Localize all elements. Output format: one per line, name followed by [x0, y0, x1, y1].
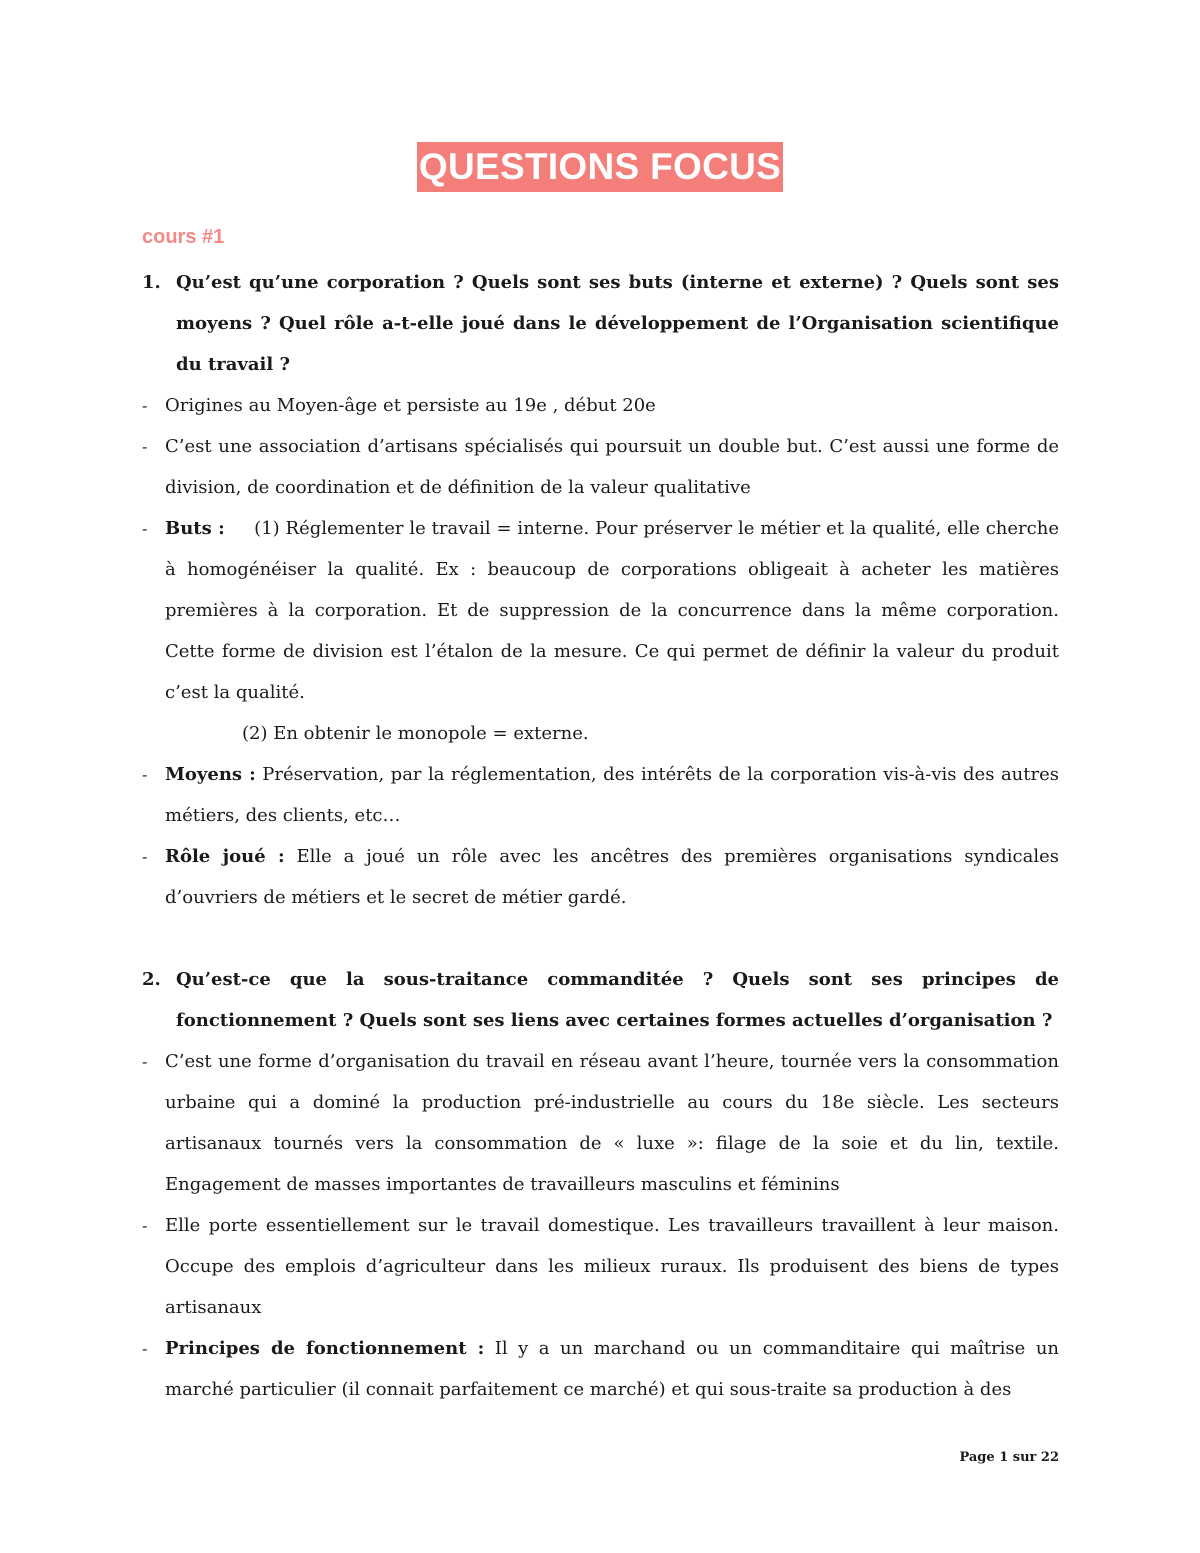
role-text: Elle a joué un rôle avec les ancêtres des premières organisations syndicales d’ouvriers de métiers et le secret de métier gardé.: [165, 846, 1059, 908]
document-body: [142, 262, 1065, 1410]
spacer: [142, 918, 1059, 959]
list-item-text: Elle porte essentiellement sur le travail domestique. Les travailleurs travaillent à leur maison. Occupe des emplois d’agriculteur dans les milieux ruraux. Ils produisent des biens de types artisanaux: [165, 1215, 1059, 1318]
moyens-label: Moyens :: [165, 764, 256, 785]
list-item: [142, 426, 1059, 508]
question-text: Qu’est-ce que la sous-traitance commanditée ? Quels sont ses principes de fonctionnement ? Quels sont ses liens avec certaines formes actuelles d’organisation ?: [176, 969, 1059, 1031]
principes-text: Il y a un marchand ou un commanditaire qui maîtrise un marché particulier (il connait parfaitement ce marché) et qui sous-traite sa production à des: [165, 1338, 1060, 1400]
dash-bullet-icon: -: [142, 1216, 148, 1235]
list-item: [142, 1205, 1059, 1328]
question-text: Qu’est qu’une corporation ? Quels sont ses buts (interne et externe) ? Quels sont ses moyens ? Quel rôle a-t-elle joué dans le développement de l’Organisation scientifique du travail ?: [176, 272, 1059, 375]
question-2: [142, 959, 1059, 1041]
moyens-text: Préservation, par la réglementation, des intérêts de la corporation vis-à-vis des autres métiers, des clients, etc…: [165, 764, 1059, 826]
dash-bullet-icon: -: [142, 765, 148, 784]
page-title: QUESTIONS FOCUS: [417, 142, 783, 192]
list-item-text: C’est une association d’artisans spécialisés qui poursuit un double but. C’est aussi une forme de division, de coordination et de définition de la valeur qualitative: [165, 436, 1059, 498]
list-item: [142, 1041, 1059, 1205]
dash-bullet-icon: -: [142, 847, 148, 866]
question-1: [142, 262, 1059, 385]
role-label: Rôle joué :: [165, 846, 285, 867]
buts-text: (1) Réglementer le travail = interne. Pour préserver le métier et la qualité, elle cherche à homogénéiser la qualité. Ex : beaucoup de corporations obligeait à acheter les matières premières à la corporation. Et de suppression de la concurrence dans la même corporation. Cette forme de division est l’étalon de la mesure. Ce qui permet de définir la valeur du produit c’est la qualité.: [165, 518, 1065, 703]
buts-text-2: (2) En obtenir le monopole = externe.: [242, 723, 589, 744]
question-number: 2.: [142, 969, 161, 990]
dash-bullet-icon: -: [142, 396, 148, 415]
title-container: [0, 142, 1200, 192]
dash-bullet-icon: -: [142, 1339, 148, 1358]
dash-bullet-icon: -: [142, 519, 148, 538]
section-heading: cours #1: [142, 226, 225, 248]
list-item-role: [142, 836, 1059, 918]
list-item-text: Origines au Moyen-âge et persiste au 19e , début 20e: [165, 395, 656, 416]
page-number: Page 1 sur 22: [959, 1450, 1059, 1465]
list-item-moyens: [142, 754, 1059, 836]
buts-label: Buts :: [165, 518, 225, 539]
question-number: 1.: [142, 272, 161, 293]
principes-label: Principes de fonctionnement :: [165, 1338, 485, 1359]
list-item: [142, 385, 1059, 426]
list-item-principes: [142, 1328, 1059, 1410]
list-item-buts: [142, 508, 1065, 713]
list-item-text: C’est une forme d’organisation du travail en réseau avant l’heure, tournée vers la consommation urbaine qui a dominé la production pré-industrielle au cours du 18e siècle. Les secteurs artisanaux tournés vers la consommation de « luxe »: filage de la soie et du lin, textile. Engagement de masses importantes de travailleurs masculins et féminins: [165, 1051, 1059, 1195]
dash-bullet-icon: -: [142, 1052, 148, 1071]
dash-bullet-icon: -: [142, 437, 148, 456]
